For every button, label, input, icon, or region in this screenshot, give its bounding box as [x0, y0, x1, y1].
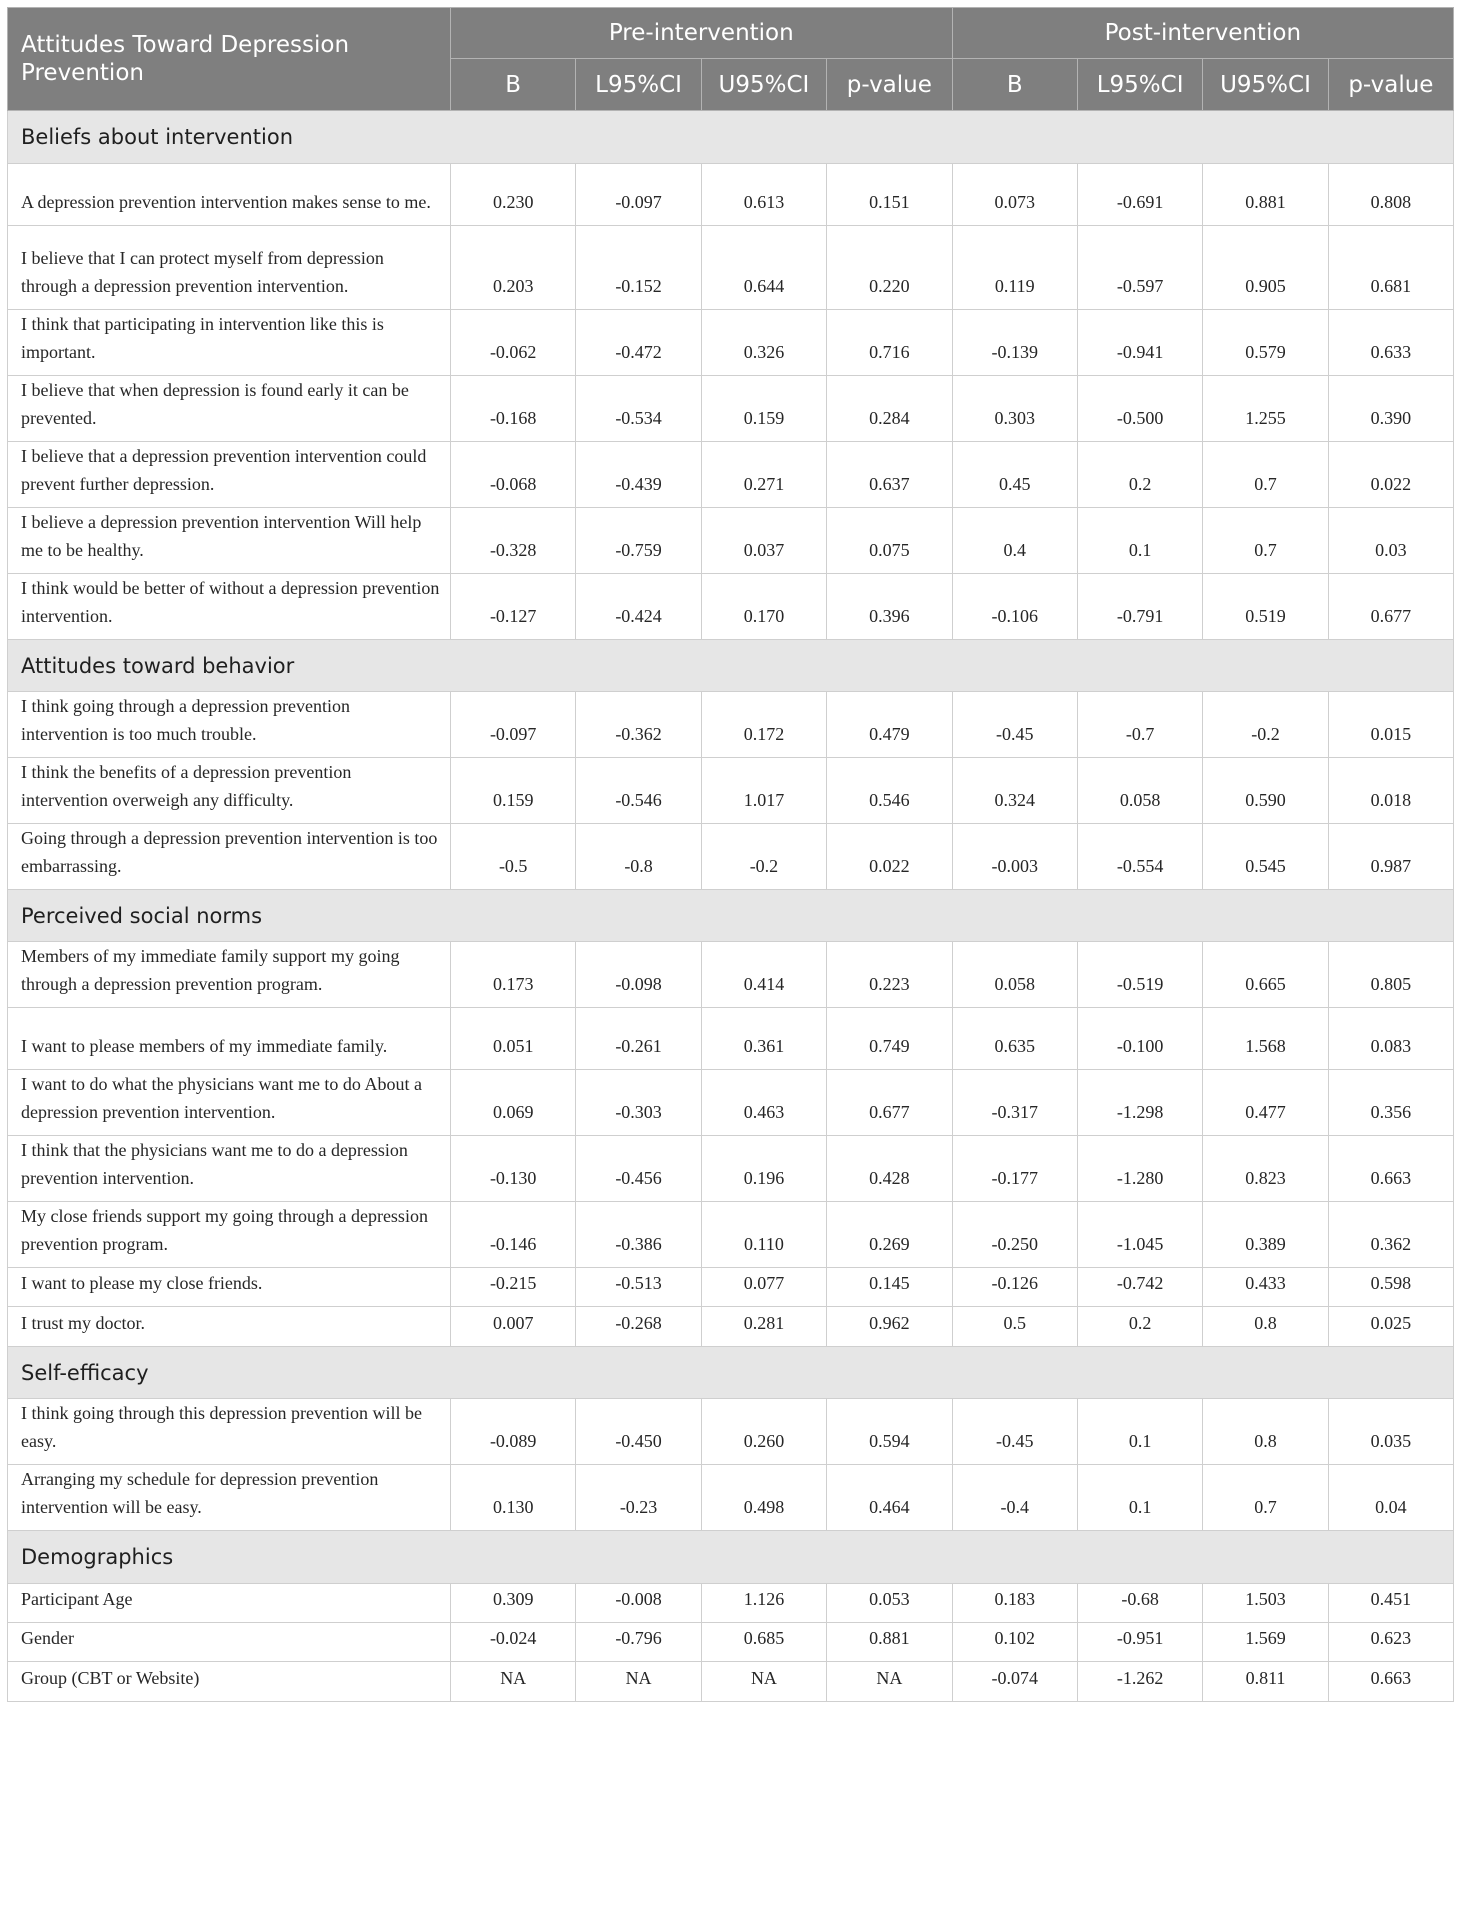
value-cell: -0.127 [451, 574, 576, 640]
value-cell: -0.074 [952, 1662, 1077, 1702]
section-row [8, 890, 1454, 942]
value-cell: 0.083 [1328, 1008, 1453, 1070]
value-cell: 0.173 [451, 942, 576, 1008]
value-cell: -0.386 [576, 1202, 701, 1268]
value-cell: -0.268 [576, 1307, 701, 1347]
value-cell: 1.503 [1203, 1584, 1328, 1623]
table-row [8, 1136, 1454, 1202]
value-cell: 0.058 [1077, 758, 1202, 824]
table-row [8, 1623, 1454, 1662]
value-cell: -0.791 [1077, 574, 1202, 640]
value-cell: 0.119 [952, 226, 1077, 310]
column-header: L95%CI [576, 59, 701, 111]
value-cell: 0.635 [952, 1008, 1077, 1070]
value-cell: 0.881 [827, 1623, 952, 1662]
value-cell: 0.663 [1328, 1662, 1453, 1702]
value-cell: 0.579 [1203, 310, 1328, 376]
section-title: Demographics [8, 1531, 1454, 1584]
value-cell: -1.280 [1077, 1136, 1202, 1202]
value-cell: 0.1 [1077, 1465, 1202, 1531]
table-row [8, 1070, 1454, 1136]
value-cell: 0.805 [1328, 942, 1453, 1008]
value-cell: 0.677 [827, 1070, 952, 1136]
section-title: Self-efficacy [8, 1347, 1454, 1399]
value-cell: 0.324 [952, 758, 1077, 824]
table-row [8, 310, 1454, 376]
value-cell: -0.261 [576, 1008, 701, 1070]
value-cell: -0.8 [576, 824, 701, 890]
value-cell: 0.546 [827, 758, 952, 824]
value-cell: 0.637 [827, 442, 952, 508]
value-cell: 0.196 [701, 1136, 826, 1202]
table-body [8, 111, 1454, 1702]
value-cell: -0.4 [952, 1465, 1077, 1531]
value-cell: -0.691 [1077, 164, 1202, 226]
value-cell: 0.077 [701, 1268, 826, 1307]
value-cell: -0.168 [451, 376, 576, 442]
value-cell: 0.498 [701, 1465, 826, 1531]
value-cell: -0.139 [952, 310, 1077, 376]
value-cell: 0.414 [701, 942, 826, 1008]
value-cell: 0.145 [827, 1268, 952, 1307]
value-cell: -0.7 [1077, 692, 1202, 758]
value-cell: 0.749 [827, 1008, 952, 1070]
value-cell: -0.951 [1077, 1623, 1202, 1662]
item-label: I think going through a depression prevention intervention is too much trouble. [8, 692, 451, 758]
item-label: A depression prevention intervention makes sense to me. [8, 164, 451, 226]
value-cell: 0.396 [827, 574, 952, 640]
table-row [8, 376, 1454, 442]
value-cell: 1.568 [1203, 1008, 1328, 1070]
value-cell: -0.003 [952, 824, 1077, 890]
value-cell: -0.130 [451, 1136, 576, 1202]
value-cell: -0.089 [451, 1399, 576, 1465]
value-cell: -0.796 [576, 1623, 701, 1662]
item-label: I think that the physicians want me to do a depression prevention intervention. [8, 1136, 451, 1202]
value-cell: 0.665 [1203, 942, 1328, 1008]
item-label: Going through a depression prevention intervention is too embarrassing. [8, 824, 451, 890]
value-cell: -0.328 [451, 508, 576, 574]
value-cell: 0.433 [1203, 1268, 1328, 1307]
item-label: I trust my doctor. [8, 1307, 451, 1347]
item-label: I want to please my close friends. [8, 1268, 451, 1307]
value-cell: -0.45 [952, 692, 1077, 758]
value-cell: -0.152 [576, 226, 701, 310]
table-row [8, 508, 1454, 574]
value-cell: 0.058 [952, 942, 1077, 1008]
value-cell: 0.7 [1203, 442, 1328, 508]
value-cell: -0.303 [576, 1070, 701, 1136]
value-cell: 0.823 [1203, 1136, 1328, 1202]
section-title: Attitudes toward behavior [8, 640, 1454, 692]
table-row [8, 942, 1454, 1008]
value-cell: 0.463 [701, 1070, 826, 1136]
value-cell: 0.962 [827, 1307, 952, 1347]
value-cell: 0.681 [1328, 226, 1453, 310]
value-cell: -0.024 [451, 1623, 576, 1662]
item-label: Participant Age [8, 1584, 451, 1623]
value-cell: 0.663 [1328, 1136, 1453, 1202]
value-cell: 0.260 [701, 1399, 826, 1465]
value-cell: 0.905 [1203, 226, 1328, 310]
value-cell: -0.439 [576, 442, 701, 508]
item-label: I want to please members of my immediate family. [8, 1008, 451, 1070]
item-label: Group (CBT or Website) [8, 1662, 451, 1702]
value-cell: 0.1 [1077, 1399, 1202, 1465]
item-label: I believe that I can protect myself from depression through a depression prevention intervention. [8, 226, 451, 310]
table-header [8, 8, 1454, 111]
value-cell: 0.2 [1077, 1307, 1202, 1347]
value-cell: 0.808 [1328, 164, 1453, 226]
value-cell: 0.269 [827, 1202, 952, 1268]
value-cell: 0.477 [1203, 1070, 1328, 1136]
value-cell: 0.151 [827, 164, 952, 226]
table-row [8, 1465, 1454, 1531]
value-cell: 1.255 [1203, 376, 1328, 442]
item-label: I believe that a depression prevention intervention could prevent further depression. [8, 442, 451, 508]
section-row [8, 1531, 1454, 1584]
value-cell: 0.223 [827, 942, 952, 1008]
value-cell: -0.062 [451, 310, 576, 376]
item-label: Members of my immediate family support my going through a depression prevention program. [8, 942, 451, 1008]
table-row [8, 1662, 1454, 1702]
value-cell: 0.685 [701, 1623, 826, 1662]
value-cell: -0.317 [952, 1070, 1077, 1136]
table-row [8, 1202, 1454, 1268]
table-row [8, 1008, 1454, 1070]
value-cell: 0.356 [1328, 1070, 1453, 1136]
value-cell: -0.5 [451, 824, 576, 890]
value-cell: 0.025 [1328, 1307, 1453, 1347]
value-cell: 0.035 [1328, 1399, 1453, 1465]
value-cell: 0.361 [701, 1008, 826, 1070]
table-row [8, 692, 1454, 758]
value-cell: -0.450 [576, 1399, 701, 1465]
table-row [8, 758, 1454, 824]
value-cell: -0.097 [451, 692, 576, 758]
value-cell: 0.037 [701, 508, 826, 574]
value-cell: 0.110 [701, 1202, 826, 1268]
value-cell: 0.326 [701, 310, 826, 376]
value-cell: 0.102 [952, 1623, 1077, 1662]
table-row [8, 226, 1454, 310]
value-cell: 0.281 [701, 1307, 826, 1347]
section-row [8, 111, 1454, 164]
value-cell: 0.075 [827, 508, 952, 574]
value-cell: 0.018 [1328, 758, 1453, 824]
value-cell: 0.03 [1328, 508, 1453, 574]
value-cell: 0.130 [451, 1465, 576, 1531]
value-cell: 0.022 [827, 824, 952, 890]
value-cell: -0.097 [576, 164, 701, 226]
column-header: p-value [827, 59, 952, 111]
value-cell: -0.500 [1077, 376, 1202, 442]
item-label: I think that participating in intervention like this is important. [8, 310, 451, 376]
value-cell: -0.472 [576, 310, 701, 376]
value-cell: 0.590 [1203, 758, 1328, 824]
value-cell: 0.230 [451, 164, 576, 226]
value-cell: 0.015 [1328, 692, 1453, 758]
table-row [8, 1584, 1454, 1623]
column-header: U95%CI [701, 59, 826, 111]
value-cell: 0.073 [952, 164, 1077, 226]
value-cell: 0.677 [1328, 574, 1453, 640]
column-header: p-value [1328, 59, 1453, 111]
value-cell: 0.451 [1328, 1584, 1453, 1623]
value-cell: 0.45 [952, 442, 1077, 508]
column-header: B [451, 59, 576, 111]
value-cell: 0.159 [701, 376, 826, 442]
value-cell: 0.428 [827, 1136, 952, 1202]
value-cell: 0.811 [1203, 1662, 1328, 1702]
value-cell: 0.069 [451, 1070, 576, 1136]
value-cell: -0.534 [576, 376, 701, 442]
value-cell: NA [827, 1662, 952, 1702]
value-cell: -0.098 [576, 942, 701, 1008]
value-cell: -0.45 [952, 1399, 1077, 1465]
section-title: Perceived social norms [8, 890, 1454, 942]
value-cell: 0.7 [1203, 1465, 1328, 1531]
value-cell: 0.987 [1328, 824, 1453, 890]
value-cell: -1.045 [1077, 1202, 1202, 1268]
value-cell: 0.716 [827, 310, 952, 376]
value-cell: -0.424 [576, 574, 701, 640]
item-label: I believe that when depression is found early it can be prevented. [8, 376, 451, 442]
value-cell: 0.479 [827, 692, 952, 758]
value-cell: 0.271 [701, 442, 826, 508]
value-cell: 0.464 [827, 1465, 952, 1531]
value-cell: NA [576, 1662, 701, 1702]
value-cell: 0.633 [1328, 310, 1453, 376]
value-cell: 0.644 [701, 226, 826, 310]
header-group-row [8, 8, 1454, 59]
column-header: B [952, 59, 1077, 111]
item-label: My close friends support my going through a depression prevention program. [8, 1202, 451, 1268]
section-title: Beliefs about intervention [8, 111, 1454, 164]
table-row [8, 1307, 1454, 1347]
value-cell: 0.022 [1328, 442, 1453, 508]
table-row [8, 442, 1454, 508]
value-cell: -0.554 [1077, 824, 1202, 890]
section-row [8, 640, 1454, 692]
table-row [8, 574, 1454, 640]
value-cell: -0.146 [451, 1202, 576, 1268]
value-cell: -0.106 [952, 574, 1077, 640]
value-cell: -0.008 [576, 1584, 701, 1623]
item-label: I think would be better of without a depression prevention intervention. [8, 574, 451, 640]
value-cell: -0.456 [576, 1136, 701, 1202]
value-cell: 0.8 [1203, 1399, 1328, 1465]
value-cell: -0.362 [576, 692, 701, 758]
value-cell: -0.513 [576, 1268, 701, 1307]
value-cell: 1.017 [701, 758, 826, 824]
table-row [8, 164, 1454, 226]
value-cell: 0.5 [952, 1307, 1077, 1347]
value-cell: -0.250 [952, 1202, 1077, 1268]
value-cell: 0.053 [827, 1584, 952, 1623]
value-cell: 0.04 [1328, 1465, 1453, 1531]
value-cell: 0.1 [1077, 508, 1202, 574]
value-cell: 0.303 [952, 376, 1077, 442]
value-cell: -0.215 [451, 1268, 576, 1307]
value-cell: -0.2 [1203, 692, 1328, 758]
value-cell: 0.309 [451, 1584, 576, 1623]
value-cell: -0.23 [576, 1465, 701, 1531]
value-cell: -0.742 [1077, 1268, 1202, 1307]
value-cell: 0.2 [1077, 442, 1202, 508]
value-cell: 0.7 [1203, 508, 1328, 574]
value-cell: 0.545 [1203, 824, 1328, 890]
value-cell: NA [451, 1662, 576, 1702]
value-cell: 0.623 [1328, 1623, 1453, 1662]
group-header-post: Post-intervention [952, 8, 1454, 59]
value-cell: 0.051 [451, 1008, 576, 1070]
column-header: U95%CI [1203, 59, 1328, 111]
item-label: I think going through this depression prevention will be easy. [8, 1399, 451, 1465]
item-label: I believe a depression prevention intervention Will help me to be healthy. [8, 508, 451, 574]
value-cell: -0.68 [1077, 1584, 1202, 1623]
value-cell: 1.569 [1203, 1623, 1328, 1662]
table-row [8, 824, 1454, 890]
results-table [7, 7, 1454, 1702]
item-label: I think the benefits of a depression prevention intervention overweigh any difficulty. [8, 758, 451, 824]
value-cell: 0.613 [701, 164, 826, 226]
value-cell: 0.8 [1203, 1307, 1328, 1347]
value-cell: 0.390 [1328, 376, 1453, 442]
value-cell: -0.126 [952, 1268, 1077, 1307]
value-cell: -0.2 [701, 824, 826, 890]
section-row [8, 1347, 1454, 1399]
table-row [8, 1268, 1454, 1307]
value-cell: -0.941 [1077, 310, 1202, 376]
value-cell: 0.362 [1328, 1202, 1453, 1268]
value-cell: -0.597 [1077, 226, 1202, 310]
value-cell: 0.284 [827, 376, 952, 442]
value-cell: 0.598 [1328, 1268, 1453, 1307]
value-cell: -0.100 [1077, 1008, 1202, 1070]
value-cell: 0.170 [701, 574, 826, 640]
table-row [8, 1399, 1454, 1465]
value-cell: 1.126 [701, 1584, 826, 1623]
value-cell: 0.007 [451, 1307, 576, 1347]
value-cell: 0.4 [952, 508, 1077, 574]
value-cell: -0.759 [576, 508, 701, 574]
value-cell: 0.172 [701, 692, 826, 758]
value-cell: -1.298 [1077, 1070, 1202, 1136]
item-label: I want to do what the physicians want me to do About a depression prevention intervention. [8, 1070, 451, 1136]
group-header-pre: Pre-intervention [451, 8, 953, 59]
value-cell: 0.881 [1203, 164, 1328, 226]
item-label: Arranging my schedule for depression prevention intervention will be easy. [8, 1465, 451, 1531]
results-table-container [7, 7, 1453, 1702]
value-cell: 0.159 [451, 758, 576, 824]
value-cell: -0.177 [952, 1136, 1077, 1202]
value-cell: -0.068 [451, 442, 576, 508]
value-cell: 0.519 [1203, 574, 1328, 640]
value-cell: -1.262 [1077, 1662, 1202, 1702]
value-cell: 0.594 [827, 1399, 952, 1465]
value-cell: NA [701, 1662, 826, 1702]
row-label-header: Attitudes Toward Depression Prevention [8, 8, 451, 111]
value-cell: 0.183 [952, 1584, 1077, 1623]
column-header: L95%CI [1077, 59, 1202, 111]
value-cell: 0.220 [827, 226, 952, 310]
value-cell: 0.389 [1203, 1202, 1328, 1268]
value-cell: -0.546 [576, 758, 701, 824]
value-cell: -0.519 [1077, 942, 1202, 1008]
value-cell: 0.203 [451, 226, 576, 310]
item-label: Gender [8, 1623, 451, 1662]
